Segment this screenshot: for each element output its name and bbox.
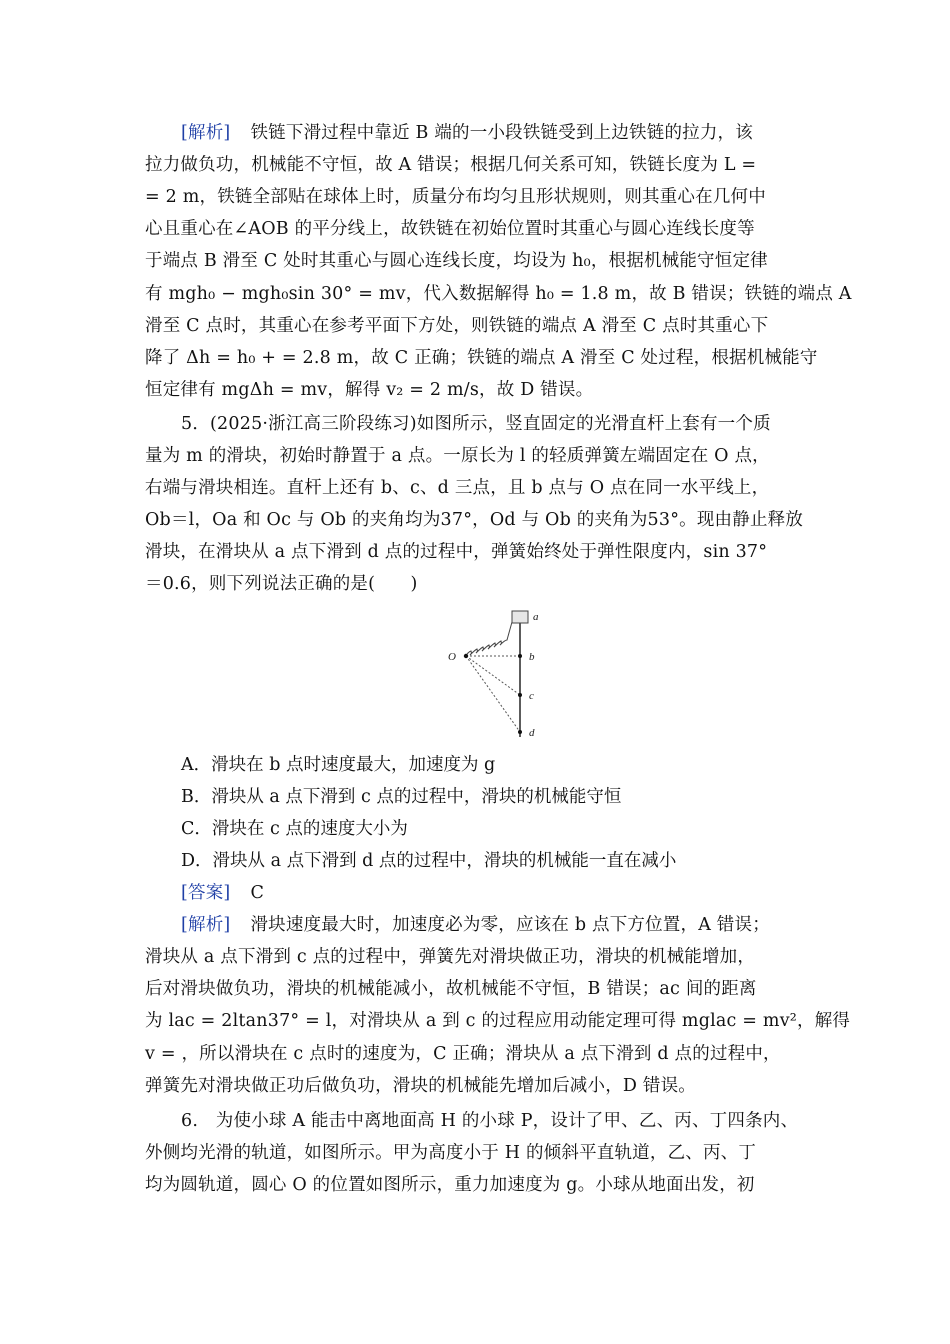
option-A: A．滑块在 b 点时速度最大，加速度为 g	[181, 755, 496, 775]
option-C: C．滑块在 c 点的速度大小为	[181, 819, 408, 839]
option-B: B．滑块从 a 点下滑到 c 点的过程中，滑块的机械能守恒	[181, 787, 622, 807]
spring	[466, 622, 512, 656]
analysis-5-line-5: v = ，所以滑块在 c 点时的速度为，C 正确；滑块从 a 点下滑到 d 点的过程中，	[145, 1044, 781, 1064]
figure-svg	[440, 602, 550, 747]
question-5-line-6: ＝0.6，则下列说法正确的是( )	[145, 574, 418, 594]
question-5-line-1: 5．(2025·浙江高三阶段练习)如图所示，竖直固定的光滑直杆上套有一个质	[181, 414, 771, 434]
dashed-Od	[466, 656, 520, 732]
spring-slider-figure	[440, 602, 550, 747]
question-5-line-5: 滑块，在滑块从 a 点下滑到 d 点的过程中，弹簧始终处于弹性限度内，sin 37°	[145, 542, 768, 562]
analysis-5-line-4: 为 lac = 2ltan37° = l，对滑块从 a 到 c 的过程应用动能定理可得 mglac = mv²，解得	[145, 1011, 851, 1031]
question-6-line-2: 外侧均光滑的轨道，如图所示。甲为高度小于 H 的倾斜平直轨道，乙、丙、丁	[145, 1143, 757, 1163]
question-5-line-4: Ob＝l，Oa 和 Oc 与 Ob 的夹角均为37°，Od 与 Ob 的夹角为53°。现由静止释放	[145, 510, 804, 530]
option-D: D．滑块从 a 点下滑到 d 点的过程中，滑块的机械能一直在减小	[181, 851, 677, 871]
analysis-5-line-6: 弹簧先对滑块做正功后做负功，滑块的机械能先增加后减小，D 错误。	[145, 1076, 696, 1096]
label-d: d	[529, 727, 535, 739]
analysis-5-line-1: [解析] 滑块速度最大时，加速度必为零，应该在 b 点下方位置，A 错误；	[0, 909, 950, 941]
question-5-line-2: 量为 m 的滑块，初始时静置于 a 点。一原长为 l 的轻质弹簧左端固定在 O 点，	[145, 446, 770, 466]
point-d	[518, 730, 522, 734]
question-6-line-3: 均为圆轨道，圆心 O 的位置如图所示，重力加速度为 g。小球从地面出发，初	[145, 1175, 755, 1195]
answer-tag: [答案]	[181, 883, 231, 903]
point-b	[518, 654, 522, 658]
answer-value: C	[250, 883, 265, 903]
point-O	[464, 654, 468, 658]
slider-block	[512, 611, 528, 623]
label-a: a	[533, 611, 539, 623]
analysis-1-line-5: 于端点 B 滑至 C 处时其重心与圆心连线长度，均设为 h₀，根据机械能守恒定律	[145, 251, 768, 271]
dashed-Oc	[466, 656, 520, 695]
analysis-1-line-4: 心且重心在∠AOB 的平分线上，故铁链在初始位置时其重心与圆心连线长度等	[145, 219, 755, 239]
label-O: O	[448, 651, 456, 663]
analysis-1-line-2: 拉力做负功，机械能不守恒，故 A 错误；根据几何关系可知，铁链长度为 L =	[145, 155, 757, 175]
analysis-1-line-6: 有 mgh₀ − mgh₀sin 30° = mv，代入数据解得 h₀ = 1.8 m，故 B 错误；铁链的端点 A	[145, 284, 852, 304]
question-6-line-1: 6. 为使小球 A 能击中离地面高 H 的小球 P，设计了甲、乙、丙、丁四条内、	[181, 1111, 799, 1131]
analysis-tag: [解析]	[181, 123, 231, 143]
point-c	[518, 693, 522, 697]
analysis-1-line-9: 恒定律有 mgΔh = mv，解得 v₂ = 2 m/s，故 D 错误。	[145, 380, 594, 400]
analysis-tag: [解析]	[181, 915, 231, 935]
answer-line	[0, 877, 950, 909]
question-5-line-3: 右端与滑块相连。直杆上还有 b、c、d 三点，且 b 点与 O 点在同一水平线上，	[145, 478, 770, 498]
analysis-1-line-8: 降了 Δh = h₀ + = 2.8 m，故 C 正确；铁链的端点 A 滑至 C 处过程，根据机械能守	[145, 348, 818, 368]
analysis-5-line-3: 后对滑块做负功，滑块的机械能减小，故机械能不守恒，B 错误；ac 间的距离	[145, 979, 757, 999]
analysis-1-line-7: 滑至 C 点时，其重心在参考平面下方处，则铁链的端点 A 滑至 C 点时其重心下	[145, 316, 769, 336]
analysis-5-line-2: 滑块从 a 点下滑到 c 点的过程中，弹簧先对滑块做正功，滑块的机械能增加，	[145, 947, 756, 967]
label-b: b	[529, 651, 535, 663]
analysis-1-line-1: [解析] 铁链下滑过程中靠近 B 端的一小段铁链受到上边铁链的拉力，该	[0, 117, 950, 149]
analysis-1-line-3: = 2 m，铁链全部贴在球体上时，质量分布均匀且形状规则，则其重心在几何中	[145, 187, 766, 207]
label-c: c	[529, 690, 534, 702]
